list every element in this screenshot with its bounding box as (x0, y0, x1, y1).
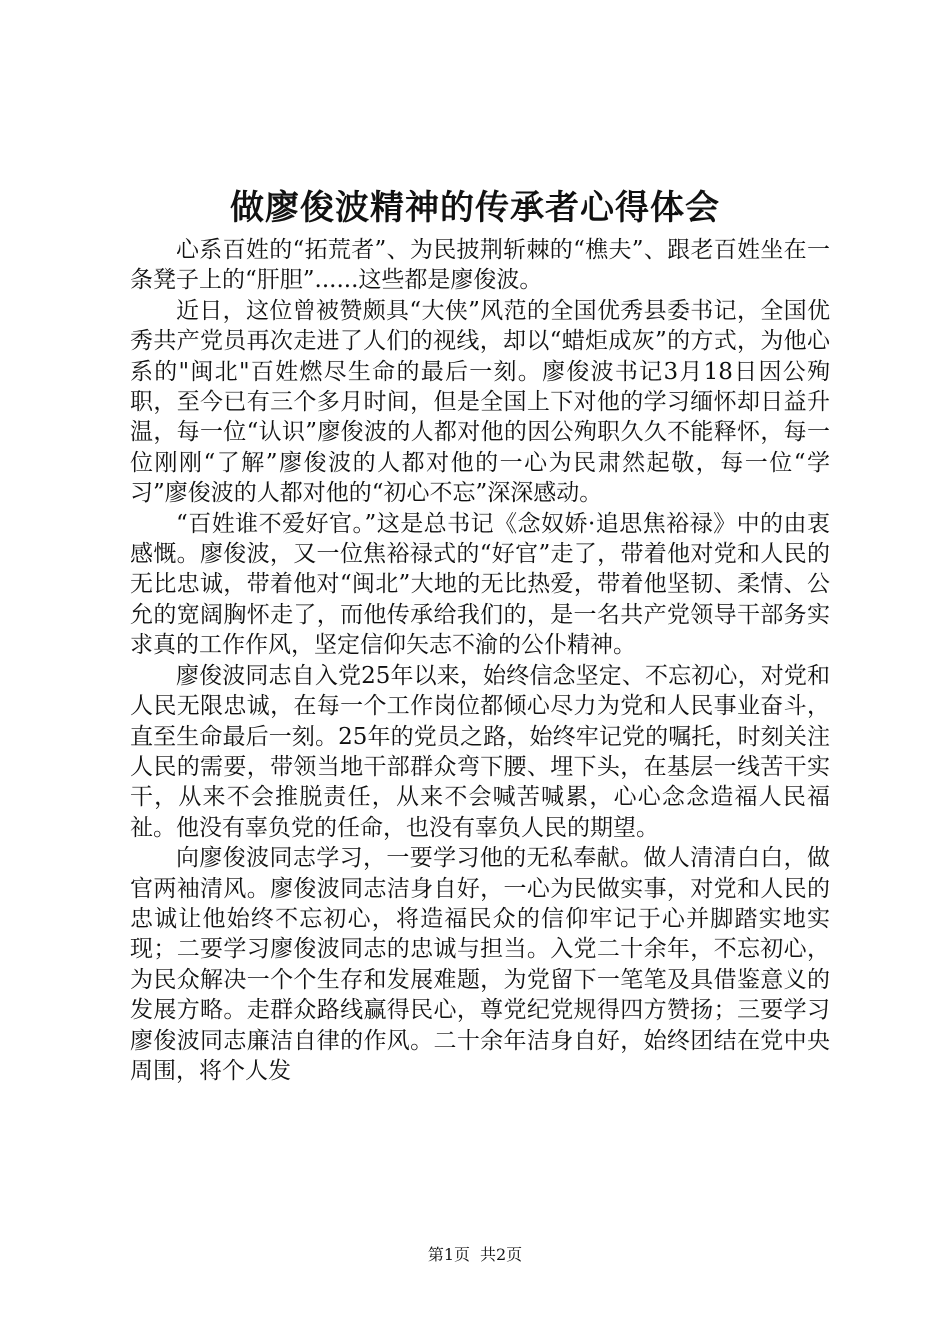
page-number: 第1页 (427, 1245, 470, 1264)
document-title: 做廖俊波精神的传承者心得体会 (230, 188, 720, 228)
paragraph-recent: 近日，这位曾被赞颇具“大侠”风范的全国优秀县委书记，全国优秀共产党员再次走进了人们的视线，却以“蜡炬成灰”的方式，为他心系的"闽北"百姓燃尽生命的最后一刻。廖俊波书记3月18日因公殉职，至今已有三个多月时间，但是全国上下对他的学习缅怀却日益升温，每一位“认识”廖俊波的人都对他的因公殉职久久不能释怀，每一位刚刚“了解”廖俊波的人都对他的一心为民肃然起敬，每一位“学习”廖俊波的人都对他的“初心不忘”深深感动。 (130, 297, 830, 507)
paragraph-intro: 心系百姓的“拓荒者”、为民披荆斩棘的“樵夫”、跟老百姓坐在一条凳子上的“肝胆”......这些都是廖俊波。 (130, 237, 830, 294)
paragraph-good-official: “百姓谁不爱好官。”这是总书记《念奴娇·追思焦裕禄》中的由衷感慨。廖俊波，又一位焦裕禄式的“好官”走了，带着他对党和人民的无比忠诚，带着他对“闽北”大地的无比热爱，带着他坚韧、柔情、公允的宽阔胸怀走了，而他传承给我们的，是一名共产党领导干部务实求真的工作作风，坚定信仰矢志不渝的公仆精神。 (130, 510, 830, 659)
document-body (130, 235, 830, 1086)
paragraph-party-member: 廖俊波同志自入党25年以来，始终信念坚定、不忘初心，对党和人民无限忠诚，在每一个工作岗位都倾心尽力为党和人民事业奋斗，直至生命最后一刻。25年的党员之路，始终牢记党的嘱托，时刻关注人民的需要，带领当地干部群众弯下腰、埋下头，在基层一线苦干实干，从来不会推脱责任，从来不会喊苦喊累，心心念念造福人民福祉。他没有辜负党的任命，也没有辜负人民的期望。 (130, 662, 830, 841)
page-footer (0, 1244, 950, 1266)
paragraph-learn: 向廖俊波同志学习，一要学习他的无私奉献。做人清清白白，做官两袖清风。廖俊波同志洁身自好，一心为民做实事，对党和人民的忠诚让他始终不忘初心，将造福民众的信仰牢记于心并脚踏实地实现；二要学习廖俊波同志的忠诚与担当。入党二十余年，不忘初心，为民众解决一个个生存和发展难题，为党留下一笔笔及具借鉴意义的发展方略。走群众路线赢得民心，尊党纪党规得四方赞扬；三要学习廖俊波同志廉洁自律的作风。二十余年洁身自好，始终团结在党中央周围，将个人发 (130, 845, 830, 1084)
page-total: 共2页 (480, 1245, 523, 1264)
